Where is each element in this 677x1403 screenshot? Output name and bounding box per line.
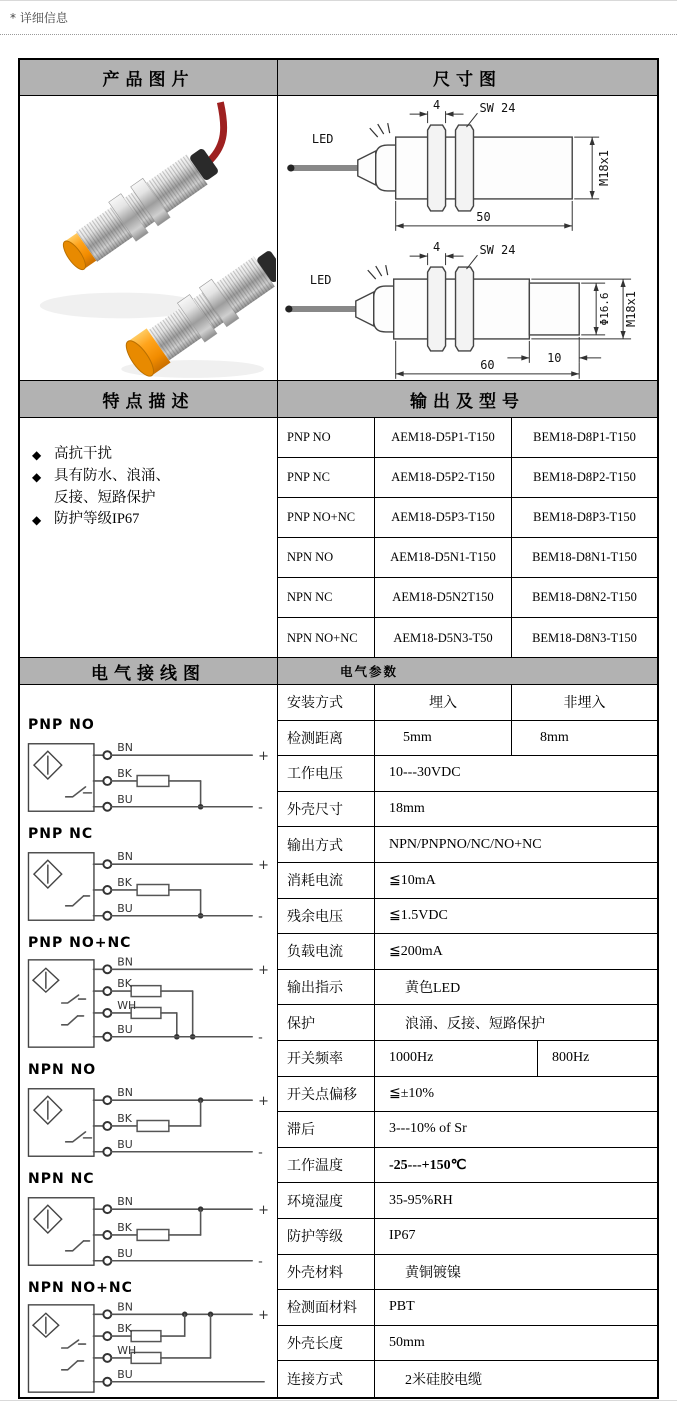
wiring-label: NPN NC (28, 1171, 95, 1187)
wire-label: BK (117, 876, 132, 889)
nut-width-dim: 4 (432, 240, 441, 255)
content-row-images (20, 96, 657, 381)
output-type: PNP NO+NC (278, 498, 375, 537)
param-value: ≦200mA (389, 943, 443, 959)
spec-table (18, 58, 659, 1399)
param-label: 外壳尺寸 (278, 792, 375, 827)
minus-terminal: - (258, 1254, 263, 1270)
content-row-models (20, 418, 657, 658)
param-row (278, 1183, 657, 1219)
diamond-bullet: ◆ (32, 513, 42, 528)
model-number: AEM18-D5N3-T50 (375, 618, 512, 657)
wire-label: BU (117, 1246, 133, 1260)
wire-label: BU (117, 1137, 133, 1151)
param-value: 35-95%RH (389, 1192, 453, 1208)
param-value: 非埋入 (563, 696, 606, 712)
param-value: ≦10mA (389, 872, 436, 888)
plus-terminal: + (258, 1094, 269, 1110)
models-table (278, 418, 657, 657)
wire-label: BU (117, 792, 133, 806)
wrench-size-label: SW 24 (479, 243, 516, 258)
model-number: BEM18-D8P1-T150 (533, 430, 636, 444)
param-label: 输出指示 (278, 970, 375, 1005)
model-number: AEM18-D5P2-T150 (375, 458, 512, 497)
wiring-label: NPN NO+NC (28, 1280, 133, 1296)
param-value: IP67 (389, 1228, 416, 1244)
minus-terminal: - (258, 800, 263, 816)
param-label: 负载电流 (278, 934, 375, 969)
divider (0, 1400, 677, 1401)
output-type: NPN NO (278, 538, 375, 577)
model-number: AEM18-D5N2T150 (375, 578, 512, 617)
wire-label: BN (117, 850, 133, 864)
wire-label: BK (117, 1221, 132, 1234)
param-row (278, 1112, 657, 1148)
header-wiring-diagram: 电气接线图 (20, 658, 278, 684)
plus-terminal: + (258, 858, 269, 874)
param-value: 浪涌、反接、短路保护 (405, 1016, 545, 1032)
model-number: BEM18-D8N3-T150 (532, 630, 637, 645)
body-length-dim: 50 (476, 209, 491, 224)
param-label: 输出方式 (278, 827, 375, 862)
feature-item (32, 444, 271, 466)
param-value: NPN/PNPNO/NC/NO+NC (389, 836, 542, 852)
param-row (278, 1361, 657, 1397)
param-value: 8mm (540, 729, 569, 745)
header-product-image: 产品图片 (20, 60, 278, 95)
model-row (278, 498, 657, 538)
sensor-flush (45, 102, 258, 278)
param-value: 1000Hz (375, 1041, 538, 1076)
param-label: 环境湿度 (278, 1183, 375, 1218)
param-row (278, 827, 657, 863)
param-label: 消耗电流 (278, 863, 375, 898)
wire-label: BN (117, 1300, 133, 1314)
diamond-bullet: ◆ (32, 469, 42, 484)
wire-label: BK (117, 977, 132, 991)
param-label: 连接方式 (278, 1361, 375, 1397)
param-row (278, 685, 657, 721)
wire-label: WH (117, 998, 137, 1012)
nut-width-dim: 4 (432, 98, 441, 113)
divider (0, 34, 677, 35)
model-number: AEM18-D5P3-T150 (375, 498, 512, 537)
param-label: 滞后 (278, 1112, 375, 1147)
param-label: 外壳长度 (278, 1326, 375, 1361)
param-label: 防护等级 (278, 1219, 375, 1254)
param-label: 检测面材料 (278, 1290, 375, 1325)
param-label: 保护 (278, 1005, 375, 1040)
wiring-diagram-pnp-nc (26, 826, 277, 926)
param-label: 检测距离 (278, 721, 375, 756)
param-row (278, 1255, 657, 1291)
param-label: 工作温度 (278, 1148, 375, 1183)
param-value: ≦1.5VDC (389, 908, 448, 924)
wire-label: BN (117, 955, 133, 969)
feature-text: 防护等级IP67 (54, 511, 140, 528)
header-row-3 (20, 658, 657, 685)
param-value: 埋入 (375, 685, 512, 720)
param-row (278, 792, 657, 828)
model-number: BEM18-D8P3-T150 (533, 510, 636, 524)
feature-item (32, 509, 271, 531)
param-value: 3---10% of Sr (389, 1121, 467, 1137)
param-value: 黄铜镀镍 (405, 1265, 461, 1281)
param-value: 黄色LED (405, 981, 461, 997)
wiring-diagrams-cell (20, 685, 278, 1397)
thread-spec-label: M18x1 (624, 291, 639, 327)
wrench-size-label: SW 24 (479, 101, 516, 116)
dimension-drawing-flush (278, 97, 656, 239)
param-row (278, 863, 657, 899)
wiring-diagram-pnp-no-nc (26, 935, 277, 1053)
wire-label: BK (117, 767, 132, 780)
model-row (278, 618, 657, 657)
wiring-diagram-pnp-no (26, 717, 277, 817)
param-value: 5mm (375, 721, 512, 756)
header-row-2 (20, 381, 657, 418)
wiring-label: PNP NO (28, 717, 95, 733)
wire-label: WH (117, 1343, 137, 1357)
output-type: PNP NC (278, 458, 375, 497)
content-row-params (20, 685, 657, 1397)
param-row (278, 899, 657, 935)
wire-label: BU (117, 1022, 133, 1036)
model-number: AEM18-D5N1-T150 (375, 538, 512, 577)
plus-terminal: + (258, 1203, 269, 1219)
param-label: 开关点偏移 (278, 1077, 375, 1112)
output-type: NPN NC (278, 578, 375, 617)
model-number: BEM18-D8N2-T150 (532, 590, 637, 604)
param-label: 残余电压 (278, 899, 375, 934)
plus-terminal: + (258, 749, 269, 765)
header-features: 特点描述 (20, 381, 278, 417)
header-row-1 (20, 60, 657, 96)
param-row (278, 1219, 657, 1255)
model-number: AEM18-D5P1-T150 (375, 418, 512, 457)
body-length-dim: 60 (480, 357, 495, 372)
plus-terminal: + (258, 963, 269, 979)
wiring-label: PNP NC (28, 826, 94, 842)
header-electrical-params: 电气参数 (278, 658, 657, 684)
param-value: 18mm (389, 801, 425, 817)
model-row (278, 418, 657, 458)
product-photo (22, 98, 276, 379)
wire-label: BK (117, 1322, 132, 1336)
wire-label: BK (117, 1112, 132, 1125)
param-row (278, 1148, 657, 1184)
param-value: ≦±10% (389, 1086, 435, 1102)
param-value: 2米硅胶电缆 (405, 1373, 482, 1389)
param-label: 外壳材料 (278, 1255, 375, 1290)
model-number: BEM18-D8P2-T150 (533, 470, 636, 484)
wiring-diagram-npn-nc (26, 1171, 277, 1271)
wiring-diagram-npn-no (26, 1062, 277, 1162)
output-type: PNP NO (278, 418, 375, 457)
params-table (278, 685, 657, 1397)
wire-label: BU (117, 1367, 133, 1381)
minus-terminal: - (258, 909, 263, 925)
param-label: 开关频率 (278, 1041, 375, 1076)
param-label: 工作电压 (278, 756, 375, 791)
param-row (278, 934, 657, 970)
diamond-bullet: ◆ (32, 448, 42, 462)
param-row (278, 1077, 657, 1113)
wiring-diagram-npn-no-nc (26, 1280, 277, 1397)
wiring-label: PNP NO+NC (28, 935, 132, 951)
header-dimension-diagram: 尺寸图 (278, 60, 657, 95)
features-cell (20, 418, 278, 657)
param-value: 10---30VDC (389, 765, 461, 781)
param-row (278, 1005, 657, 1041)
param-value: -25---+150℃ (389, 1157, 467, 1173)
model-row (278, 538, 657, 578)
thread-spec-label: M18x1 (597, 150, 612, 186)
head-diameter-label: Φ16.6 (598, 292, 612, 326)
led-label: LED (311, 132, 334, 147)
output-type: NPN NO+NC (278, 618, 375, 657)
param-row (278, 721, 657, 757)
param-row (278, 756, 657, 792)
dimension-cell (278, 96, 657, 380)
param-row (278, 970, 657, 1006)
param-row (278, 1326, 657, 1362)
page-title: * 详细信息 (10, 11, 68, 25)
param-value: 50mm (389, 1334, 425, 1350)
dimension-drawing-non-flush (278, 239, 656, 380)
product-image-cell (20, 96, 278, 380)
param-row (278, 1290, 657, 1326)
minus-terminal: - (258, 1145, 263, 1161)
wire-label: BU (117, 901, 133, 915)
led-label: LED (309, 273, 332, 288)
wire-label: BN (117, 1195, 133, 1209)
plus-terminal: + (258, 1308, 269, 1324)
header-output-models: 输出及型号 (278, 381, 657, 417)
wire-label: BN (117, 1086, 133, 1100)
head-length-dim: 10 (547, 350, 562, 365)
wire-label: BN (117, 741, 133, 755)
param-value: 800Hz (552, 1050, 590, 1066)
model-row (278, 578, 657, 618)
param-row (278, 1041, 657, 1077)
wiring-label: NPN NO (28, 1062, 97, 1078)
minus-terminal: - (258, 1030, 263, 1046)
feature-text: 具有防水、浪涌、反接、短路保护 (54, 467, 170, 506)
feature-item (32, 466, 271, 510)
model-row (278, 458, 657, 498)
param-label: 安装方式 (278, 685, 375, 720)
param-value: PBT (389, 1299, 415, 1315)
model-number: BEM18-D8N1-T150 (532, 550, 637, 564)
feature-text: 高抗干扰 (54, 446, 112, 462)
